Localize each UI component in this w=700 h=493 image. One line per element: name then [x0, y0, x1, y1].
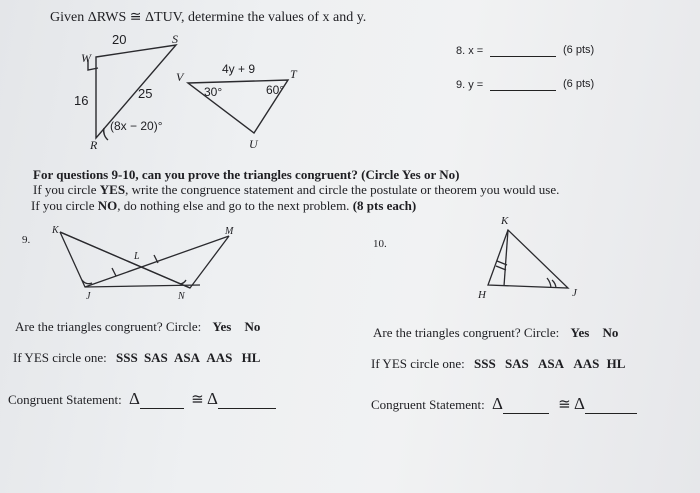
side-rs-length: 25	[138, 86, 153, 101]
figure-problem-9	[60, 232, 229, 288]
label-k-9: K	[52, 225, 59, 236]
problem-9-option-sss[interactable]: SSS	[115, 350, 138, 365]
label-k-10: K	[501, 215, 509, 227]
problem-9-option-sas[interactable]: SAS	[143, 350, 168, 365]
side-rw-length: 16	[74, 93, 89, 108]
label-h-10: H	[478, 289, 486, 301]
triangle-mnl-sides	[60, 232, 229, 288]
label-s: S	[172, 32, 178, 46]
problem-10-option-hl[interactable]: HL	[606, 356, 626, 371]
problem-9-question: Are the triangles congruent? Circle: Yes No	[15, 319, 261, 334]
angle-v-measure: 30°	[204, 85, 223, 99]
problem-9-number: 9.	[22, 234, 31, 246]
answer-8-row	[456, 44, 556, 57]
angle-t-measure: 60°	[266, 83, 285, 97]
label-j-9: J	[86, 291, 91, 302]
problem-9-no[interactable]: No	[244, 319, 261, 334]
angle-r-expression: (8x − 20)°	[110, 119, 163, 133]
problem-9-triangle-1-blank[interactable]	[140, 396, 184, 409]
answer-8-label: 8. x =	[456, 45, 484, 57]
tick-mark-kl	[112, 268, 116, 276]
triangle-symbol: Δ	[574, 394, 585, 413]
congruent-symbol: ≅	[191, 392, 204, 408]
problem-9-option-aas[interactable]: AAS	[206, 350, 233, 365]
triangle-kjl-sides	[60, 232, 200, 287]
triangle-symbol: Δ	[491, 394, 503, 413]
given-statement: Given ΔRWS ≅ ΔTUV, determine the values of x and y.	[50, 10, 367, 25]
problem-10-option-asa[interactable]: ASA	[538, 356, 565, 371]
problem-10-triangle-2-blank[interactable]	[585, 401, 637, 414]
problem-10-option-aas[interactable]: AAS	[573, 356, 600, 371]
problem-9-triangle-2-blank[interactable]	[218, 396, 276, 409]
answer-9-label: 9. y =	[456, 79, 484, 91]
label-n-9: N	[178, 291, 185, 302]
problem-10-options-row: If YES circle one: SSS SAS ASA AAS HL	[371, 356, 626, 371]
answer-8-blank[interactable]	[490, 44, 556, 57]
problem-9-yes[interactable]: Yes	[212, 319, 232, 334]
instructions-line-1: For questions 9-10, can you prove the triangles congruent? (Circle Yes or No)	[33, 167, 460, 182]
answer-9-row	[456, 78, 556, 91]
instructions-line-3: If you circle NO, do nothing else and go to the next problem. (8 pts each)	[31, 198, 417, 213]
problem-10-congruence-row: Congruent Statement: Δ ≅ Δ	[371, 394, 637, 414]
triangle-symbol: Δ	[207, 389, 218, 408]
label-w: W	[81, 51, 91, 65]
label-r: R	[90, 138, 98, 152]
label-j-10: J	[572, 287, 577, 299]
figure-problem-10	[488, 230, 568, 288]
problem-9-option-hl[interactable]: HL	[241, 350, 261, 365]
label-m-9: M	[225, 226, 234, 237]
triangle-symbol: Δ	[128, 389, 140, 408]
label-v: V	[176, 70, 184, 84]
side-vt-expression: 4y + 9	[222, 62, 256, 76]
congruent-symbol: ≅	[558, 397, 571, 413]
problem-9-option-asa[interactable]: ASA	[174, 350, 201, 365]
label-l-9: L	[134, 251, 140, 262]
problem-9-options-row: If YES circle one: SSS SAS ASA AAS HL	[13, 350, 261, 365]
problem-10-triangle-1-blank[interactable]	[503, 401, 549, 414]
problem-10-option-sss[interactable]: SSS	[473, 356, 496, 371]
problem-10-yes[interactable]: Yes	[570, 325, 590, 340]
problem-9-congruence-row: Congruent Statement: Δ ≅ Δ	[8, 389, 276, 409]
label-u: U	[249, 137, 258, 151]
problem-10-no[interactable]: No	[602, 325, 619, 340]
label-t: T	[290, 67, 297, 81]
triangle-khj	[488, 230, 568, 288]
answer-9-points: (6 pts)	[563, 78, 595, 90]
problem-10-number: 10.	[373, 238, 387, 250]
problem-10-question: Are the triangles congruent? Circle: Yes No	[373, 325, 619, 340]
answer-8-points: (6 pts)	[563, 44, 595, 56]
answer-9-blank[interactable]	[490, 78, 556, 91]
angle-arc-r	[104, 128, 108, 140]
side-ws-length: 20	[112, 32, 127, 47]
problem-10-option-sas[interactable]: SAS	[504, 356, 529, 371]
instructions-line-2: If you circle YES, write the congruence statement and circle the postulate or theorem you would use.	[33, 182, 560, 197]
